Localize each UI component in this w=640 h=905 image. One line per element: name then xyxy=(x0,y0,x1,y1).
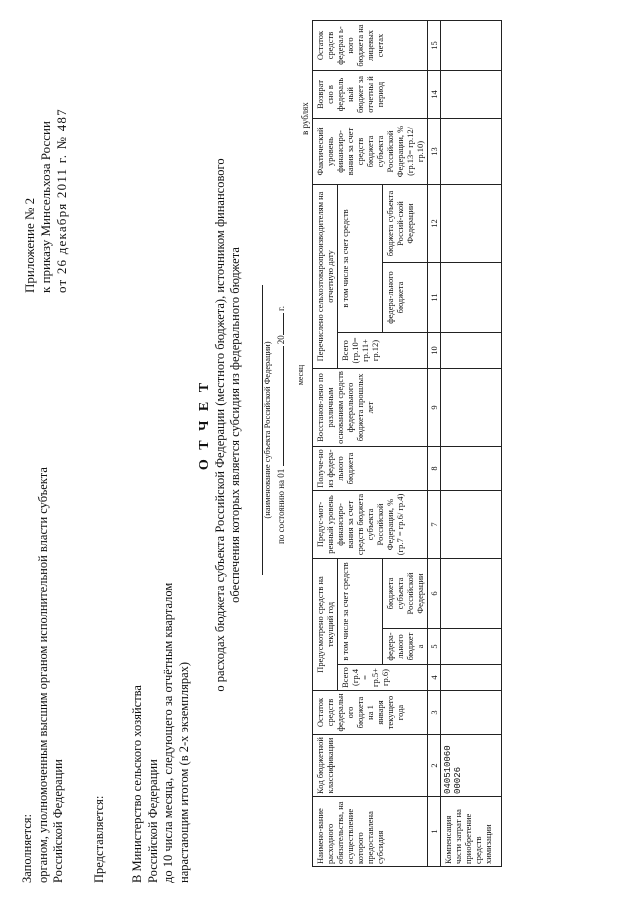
header-transfer-subject: бюджета субъекта Россий-ской Федерации xyxy=(383,184,428,262)
date-prefix: по состоянию на 01 xyxy=(276,468,286,544)
row-budget-code-line-2: 00026 xyxy=(453,766,463,794)
row-cell-empty xyxy=(441,446,502,490)
header-planned-level: Предус-мот-ренный уровень финансиро-вания за счет средств бюджета субъекта Российской Федерации, % (гр.7 = гр.6/ гр.4) xyxy=(313,490,428,558)
header-budget-code: Код бюджетной классификации xyxy=(313,735,428,797)
header-actual-level: Фактический уровень финансиро-вания за счет средств бюджета субъекта Российской Федерации, % (гр.13= гр.12/гр.10) xyxy=(313,118,428,184)
header-planned-group: Предусмотрено средств на текущий год xyxy=(313,558,338,690)
date-suffix: г. xyxy=(276,306,286,311)
header-planned-incl: в том числе за счет средств xyxy=(338,558,383,664)
header-balance-start: Остаток средств федеральн ого бюджета на 1 января текущего года xyxy=(313,691,428,735)
submission-line-2: Российской Федерации xyxy=(145,759,160,883)
column-number: 7 xyxy=(428,490,441,558)
column-number: 12 xyxy=(428,184,441,262)
header-restored: Восстанов-лено по различным основаниям средств федерального бюджета прошлых лет xyxy=(313,368,428,446)
row-expense-name: Компенсация части затрат на приобретение средств химизации xyxy=(441,797,502,867)
header-planned-federal: федера-льного бюджета xyxy=(383,629,428,665)
header-transfer-federal: федера-льного бюджета xyxy=(383,262,428,332)
column-number: 2 xyxy=(428,735,441,797)
column-number: 1 xyxy=(428,797,441,867)
filler-text: органом, уполномоченным высшим органом исполнительной власти субъекта Российской Федерации xyxy=(35,467,65,883)
header-transfer-incl: в том числе за счет средств xyxy=(338,184,383,332)
row-cell-empty xyxy=(441,558,502,628)
report-subtitle-1: о расходах бюджета субъекта Российской Федерации (местного бюджета), источником финансового xyxy=(213,158,227,692)
column-number-row xyxy=(428,20,441,866)
submission-block xyxy=(130,453,192,883)
row-cell-empty xyxy=(441,20,502,70)
filler-block xyxy=(20,463,67,883)
row-budget-code xyxy=(441,735,502,797)
row-cell-empty xyxy=(441,118,502,184)
column-number: 11 xyxy=(428,262,441,332)
column-number: 9 xyxy=(428,368,441,446)
filler-label: Заполняется: xyxy=(20,813,34,883)
header-returned: Возврат сно в федераль ный бюджет за отчетны й период xyxy=(313,70,428,118)
column-number: 13 xyxy=(428,118,441,184)
row-cell-empty xyxy=(441,262,502,332)
report-title: О Т Ч Е Т xyxy=(197,379,212,471)
report-table xyxy=(312,20,502,867)
column-number: 5 xyxy=(428,629,441,665)
date-year-prefix: 20 xyxy=(276,335,286,345)
header-planned-total: Всего (гр.4= гр.5+ гр.6) xyxy=(338,665,428,691)
appendix-order-ref: к приказу Минсельхоза России xyxy=(38,121,53,293)
column-number: 8 xyxy=(428,446,441,490)
table-row xyxy=(441,20,502,866)
row-cell-empty xyxy=(441,665,502,691)
column-number: 3 xyxy=(428,691,441,735)
report-date-line xyxy=(276,245,286,605)
row-cell-empty xyxy=(441,70,502,118)
header-transfer-total: Всего (гр.10= гр.11+ гр.12) xyxy=(338,332,428,368)
header-transferred-group: Перечислено сельхозтоваропроизводителям на отчетную дату xyxy=(313,184,338,368)
row-cell-empty xyxy=(441,332,502,368)
row-cell-empty xyxy=(441,368,502,446)
units-label: в рублях xyxy=(300,102,310,135)
submission-line-3: до 10 числа месяца, следующего за отчётным кварталом xyxy=(161,582,175,883)
header-planned-subject: бюджета субъекта Российской Федерации xyxy=(383,558,428,628)
appendix-order-date: от 26 декабря 2011 г. № 487 xyxy=(54,108,69,293)
month-blank xyxy=(283,346,284,466)
row-cell-empty xyxy=(441,691,502,735)
header-balance-accounts: Остаток средств федерал ь-ного бюджета на лицевых счетах xyxy=(313,20,428,70)
appendix-number: Приложение № 2 xyxy=(22,197,37,293)
submission-line-4: нарастающим итогом (в 2-х экземплярах) xyxy=(176,661,191,883)
column-number: 10 xyxy=(428,332,441,368)
row-cell-empty xyxy=(441,629,502,665)
year-blank xyxy=(283,313,284,335)
column-number: 6 xyxy=(428,558,441,628)
month-caption: месяц xyxy=(296,364,305,386)
appendix-header xyxy=(22,23,70,293)
column-number: 14 xyxy=(428,70,441,118)
report-title-block xyxy=(196,65,243,785)
header-expense-name: Наимено-вание расходного обязательства, на осуществление которого предоставлена субсидия xyxy=(313,797,428,867)
submission-line-1: В Министерство сельского хозяйства xyxy=(130,685,144,883)
region-caption: (наименование субъекта Российской Федерации) xyxy=(262,341,272,519)
report-subtitle-2: обеспечения которых является субсидия из федерального бюджета xyxy=(228,247,242,603)
row-cell-empty xyxy=(441,490,502,558)
submission-label: Представляется: xyxy=(92,795,106,883)
column-number: 15 xyxy=(428,20,441,70)
header-received: Получе-но из федера-льного бюджета xyxy=(313,446,428,490)
row-cell-empty xyxy=(441,184,502,262)
column-number: 4 xyxy=(428,665,441,691)
row-budget-code-line-1: 040510060 xyxy=(443,745,453,794)
